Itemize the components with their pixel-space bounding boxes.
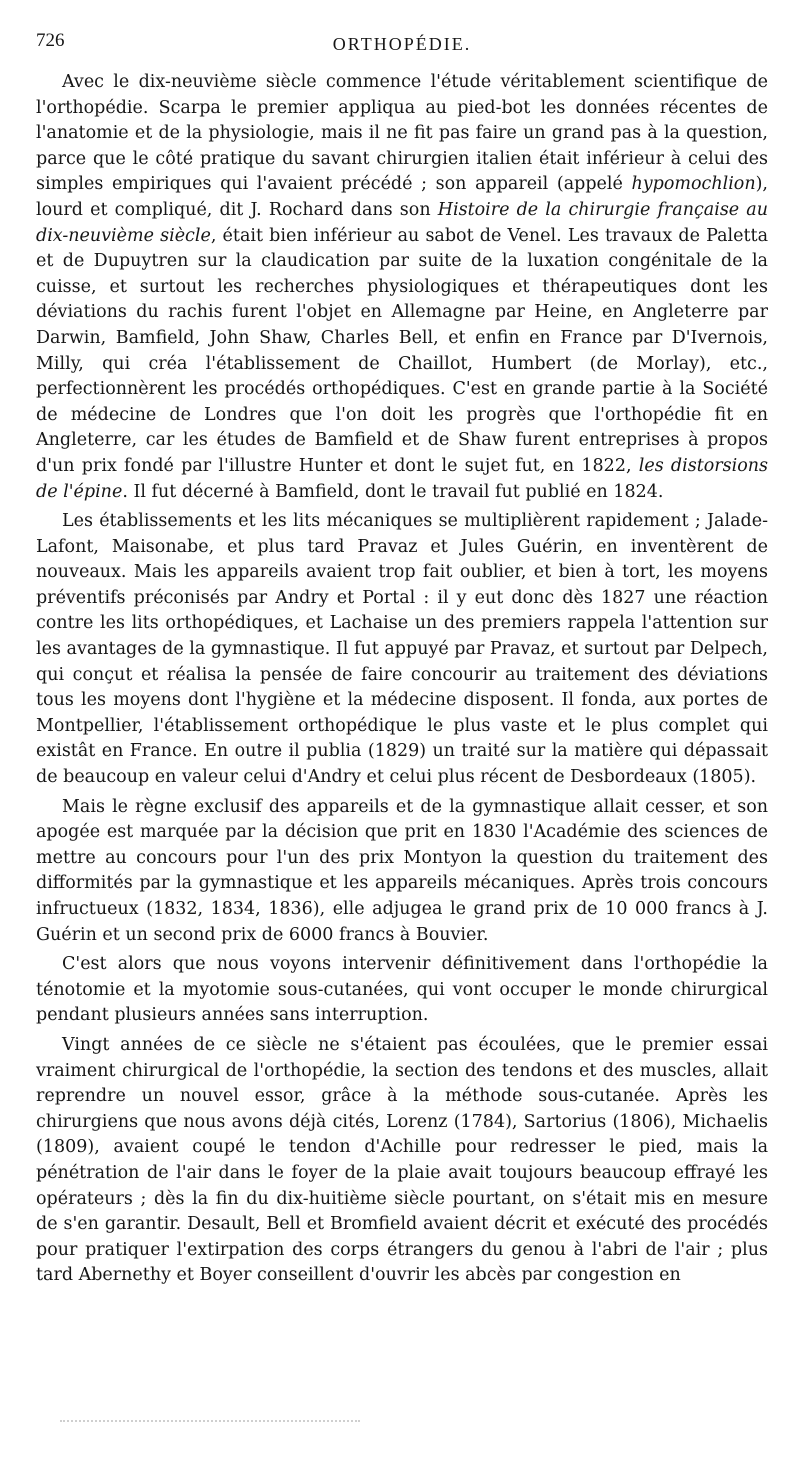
text-span: ), lourd et compliqué, dit J. Rochard dans son: [36, 174, 768, 220]
italic-term-hypomochlion: hypomochlion: [631, 174, 756, 195]
paragraph-5: [36, 1033, 768, 1289]
page-number: 726: [36, 30, 65, 51]
paragraph-2: [36, 509, 768, 791]
book-page: [36, 30, 768, 1289]
text-span: , était bien inférieur au sabot de Venel. Les travaux de Paletta et de Dupuytren sur la claudication par suite de la luxation congénitale de la cuisse, et surtout les recherches physiologiques et thérapeutiques dont les déviations du rachis furent l'objet en Allemagne par Heine, en Angleterre par Darwin, Bamfield, John Shaw, Charles Bell, et enfin en France par D'Ivernois, Milly, qui créa l'établissement de Chaillot, Humbert (de Morlay), etc., perfectionnèrent les procédés orthopédiques. C'est en grande partie à la Société de médecine de Londres que l'on doit les progrès que l'orthopédie fit en Angleterre, car les études de Bamfield et de Shaw furent entreprises à propos d'un prix fondé par l'illustre Hunter et dont le sujet fut, en 1822,: [36, 225, 769, 476]
text-span: Vingt années de ce siècle ne s'étaient pas écoulées, que le premier essai vraiment chirurgical de l'orthopédie, la section des tendons et des muscles, allait reprendre un nouvel essor, grâce à la méthode sous-cutanée. Après les chirurgiens que nous avons déjà cités, Lorenz (1784), Sartorius (1806), Michaelis (1809), avaient coupé le tendon d'Achille pour redresser le pied, mais la pénétration de l'air dans le foyer de la plaie avait toujours beaucoup effrayé les opérateurs ; dès la fin du dix-huitième siècle pourtant, on s'était mis en mesure de s'en garantir. Desault, Bell et Bromfield avaient décrit et exécuté des procédés pour pratiquer l'extirpation des corps étrangers du genou à l'abri de l'air ; plus tard Abernethy et Boyer conseillent d'ouvrir les abcès par congestion en: [36, 1034, 768, 1286]
text-span: . Il fut décerné à Bamfield, dont le travail fut publié en 1824.: [122, 481, 664, 502]
paragraph-1: [36, 70, 768, 505]
text-span: Les établissements et les lits mécaniques se multiplièrent rapidement ; Jalade-Lafont, Maisonabe, et plus tard Pravaz et Jules Guérin, en inventèrent de nouveaux. Mais les appareils avaient trop fait oublier, et bien à tort, les moyens préventifs préconisés par Andry et Portal : il y eut donc dès 1827 une réaction contre les lits orthopédiques, et Lachaise un des premiers rappela l'attention sur les avantages de la gymnastique. Il fut appuyé par Pravaz, et surtout par Delpech, qui conçut et réalisa la pensée de faire concourir au traitement des déviations tous les moyens dont l'hygiène et la médecine disposent. Il fonda, aux portes de Montpellier, l'établissement orthopédique le plus vaste et le plus complet qui existât en France. En outre il publia (1829) un traité sur la matière qui dépassait de beaucoup en valeur celui d'Andry et celui plus récent de Desbordeaux (1805).: [36, 511, 768, 788]
italic-book-title: Histoire de la chirurgie française au dix-neuvième siècle: [36, 199, 769, 246]
text-span: Mais le règne exclusif des appareils et de la gymnastique allait cesser, et son apogée est marquée par la décision que prit en 1830 l'Académie des sciences de mettre au concours pour l'un des prix Montyon la question du traitement des difformités par la gymnastique et les appareils mécaniques. Après trois concours infructueux (1832, 1834, 1836), elle adjugea le grand prix de 10 000 francs à J. Guérin et un second prix de 6000 francs à Bouvier.: [36, 796, 768, 945]
paragraph-4: [36, 952, 768, 1029]
paragraph-3: [36, 795, 768, 949]
body-text: [36, 70, 768, 1289]
text-span: Avec le dix-neuvième siècle commence l'étude véritablement scientifique de l'orthopédie. Scarpa le premier appliqua au pied-bot les données récentes de l'anatomie et de la physiologie, mais il ne fit pas faire un grand pas à la question, parce que le côté pratique du savant chirurgien italien était inférieur à celui des simples empiriques qui l'avaient précédé ; son appareil (appelé: [36, 72, 768, 195]
text-span: C'est alors que nous voyons intervenir définitivement dans l'orthopédie la ténotomie et la myotomie sous-cutanées, qui vont occuper le monde chirurgical pendant plusieurs années sans interruption.: [36, 954, 768, 1026]
italic-prize-subject: les distorsions de l'épine: [36, 455, 768, 502]
scan-artifact-dots: [60, 1420, 360, 1424]
page-header: [36, 30, 768, 70]
running-title: ORTHOPÉDIE.: [332, 34, 472, 54]
